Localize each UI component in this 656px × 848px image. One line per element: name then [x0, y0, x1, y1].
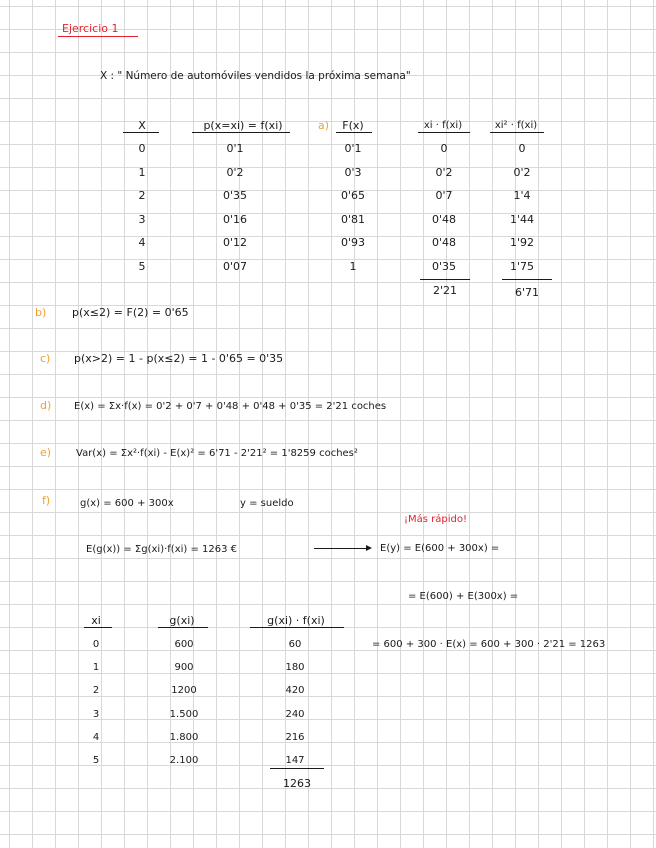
t1-underline-x2f — [490, 132, 544, 133]
t1-cell-xf: 0'2 — [435, 166, 453, 179]
t2-cell-x: 4 — [92, 732, 100, 743]
t1-cell-F: 0'93 — [340, 236, 366, 249]
t1-cell-F: 0'81 — [340, 213, 366, 226]
t2-cell-gf: 216 — [285, 732, 305, 743]
answer-f-label: f) — [42, 494, 51, 507]
t1-cell-x: 5 — [138, 260, 146, 273]
t1-cell-x: 1 — [138, 166, 146, 179]
answer-f-g: g(x) = 600 + 300x — [80, 498, 174, 509]
t1-cell-p: 0'16 — [222, 213, 248, 226]
answer-e-text: Var(x) = Σx²·f(xi) - E(x)² = 6'71 - 2'21² = 1'8259 coches² — [76, 448, 358, 459]
t2-total-line — [270, 768, 324, 769]
t1-cell-F: 0'65 — [340, 189, 366, 202]
t1-underline-F — [336, 132, 372, 133]
t1-cell-x2f: 0'2 — [513, 166, 531, 179]
answer-f-y: y = sueldo — [240, 498, 294, 509]
t2-cell-g: 900 — [174, 662, 194, 673]
t1-cell-xf: 0 — [440, 142, 448, 155]
variable-definition: X : " Número de automóviles vendidos la próxima semana" — [100, 70, 411, 82]
t2-cell-x: 1 — [92, 662, 100, 673]
expected-y-right: E(y) = E(600 + 300x) = — [380, 543, 500, 554]
expected-y-right-2: = E(600) + E(300x) = — [408, 591, 519, 602]
t1-header-x: X — [138, 119, 146, 132]
t1-underline-p — [192, 132, 290, 133]
t1-cell-x: 2 — [138, 189, 146, 202]
t1-cell-p: 0'35 — [222, 189, 248, 202]
t1-header-x2f: xi² · f(xi) — [494, 120, 538, 131]
t2-cell-gf: 240 — [285, 709, 305, 720]
t1-total-line-x2f — [502, 279, 552, 280]
answer-c-text: p(x>2) = 1 - p(x≤2) = 1 - 0'65 = 0'35 — [74, 352, 284, 365]
t2-underline-g — [158, 627, 208, 628]
t1-underline-xf — [418, 132, 470, 133]
t2-cell-x: 3 — [92, 709, 100, 720]
mas-rapido-note: ¡Más rápido! — [404, 514, 467, 525]
expected-y-right-3: = 600 + 300 · E(x) = 600 + 300 · 2'21 = 1263 — [372, 639, 606, 650]
t1-total-xf: 2'21 — [432, 284, 458, 297]
t1-cell-p: 0'2 — [226, 166, 244, 179]
t1-total-line-xf — [420, 279, 470, 280]
t1-cell-x: 3 — [138, 213, 146, 226]
t1-header-F: F(x) — [342, 119, 364, 132]
t2-cell-x: 2 — [92, 685, 100, 696]
t2-cell-g: 1200 — [171, 685, 197, 696]
answer-b-label: b) — [35, 306, 47, 319]
t1-cell-x2f: 1'4 — [513, 189, 531, 202]
answer-c-label: c) — [40, 352, 51, 365]
t1-cell-xf: 0'35 — [431, 260, 457, 273]
t1-header-p: p(x=xi) = f(xi) — [203, 119, 283, 132]
t2-cell-x: 0 — [92, 639, 100, 650]
t1-cell-xf: 0'48 — [431, 213, 457, 226]
t2-cell-g: 1.500 — [169, 709, 199, 720]
t1-total-x2f: 6'71 — [514, 286, 540, 299]
t2-underline-x — [84, 627, 112, 628]
t1-cell-p: 0'1 — [226, 142, 244, 155]
t1-a-mark: a) — [318, 119, 330, 132]
t2-header-x: xi — [91, 614, 101, 627]
t1-cell-p: 0'12 — [222, 236, 248, 249]
answer-e-label: e) — [40, 446, 52, 459]
answer-d-label: d) — [40, 399, 52, 412]
answer-d-text: E(x) = Σx·f(x) = 0'2 + 0'7 + 0'48 + 0'48 + 0'35 = 2'21 coches — [74, 401, 387, 412]
t2-cell-x: 5 — [92, 755, 100, 766]
t1-cell-F: 1 — [349, 260, 357, 273]
t1-cell-x2f: 0 — [518, 142, 526, 155]
t1-cell-x2f: 1'75 — [509, 260, 535, 273]
exercise-title: Ejercicio 1 — [62, 22, 119, 35]
t1-cell-F: 0'3 — [344, 166, 362, 179]
t2-cell-gf: 180 — [285, 662, 305, 673]
t2-underline-gf — [250, 627, 344, 628]
t2-total: 1263 — [283, 777, 311, 790]
t2-header-g: g(xi) — [169, 614, 195, 627]
t1-cell-xf: 0'7 — [435, 189, 453, 202]
t2-cell-g: 2.100 — [169, 755, 199, 766]
t1-cell-x: 0 — [138, 142, 146, 155]
t2-cell-g: 600 — [174, 639, 194, 650]
t1-underline-x — [123, 132, 159, 133]
expected-g-left: E(g(x)) = Σg(xi)·f(xi) = 1263 € — [86, 544, 238, 555]
title-underline — [58, 36, 138, 37]
t1-cell-x2f: 1'92 — [509, 236, 535, 249]
answer-b-text: p(x≤2) = F(2) = 0'65 — [72, 306, 189, 319]
t2-cell-gf: 60 — [288, 639, 302, 650]
t2-cell-gf: 147 — [285, 755, 305, 766]
t2-cell-gf: 420 — [285, 685, 305, 696]
t1-cell-xf: 0'48 — [431, 236, 457, 249]
t1-cell-p: 0'07 — [222, 260, 248, 273]
t2-header-gf: g(xi) · f(xi) — [267, 614, 325, 627]
implies-arrow — [314, 548, 370, 549]
t1-cell-F: 0'1 — [344, 142, 362, 155]
t1-header-xf: xi · f(xi) — [423, 120, 463, 131]
t1-cell-x2f: 1'44 — [509, 213, 535, 226]
t2-cell-g: 1.800 — [169, 732, 199, 743]
t1-cell-x: 4 — [138, 236, 146, 249]
